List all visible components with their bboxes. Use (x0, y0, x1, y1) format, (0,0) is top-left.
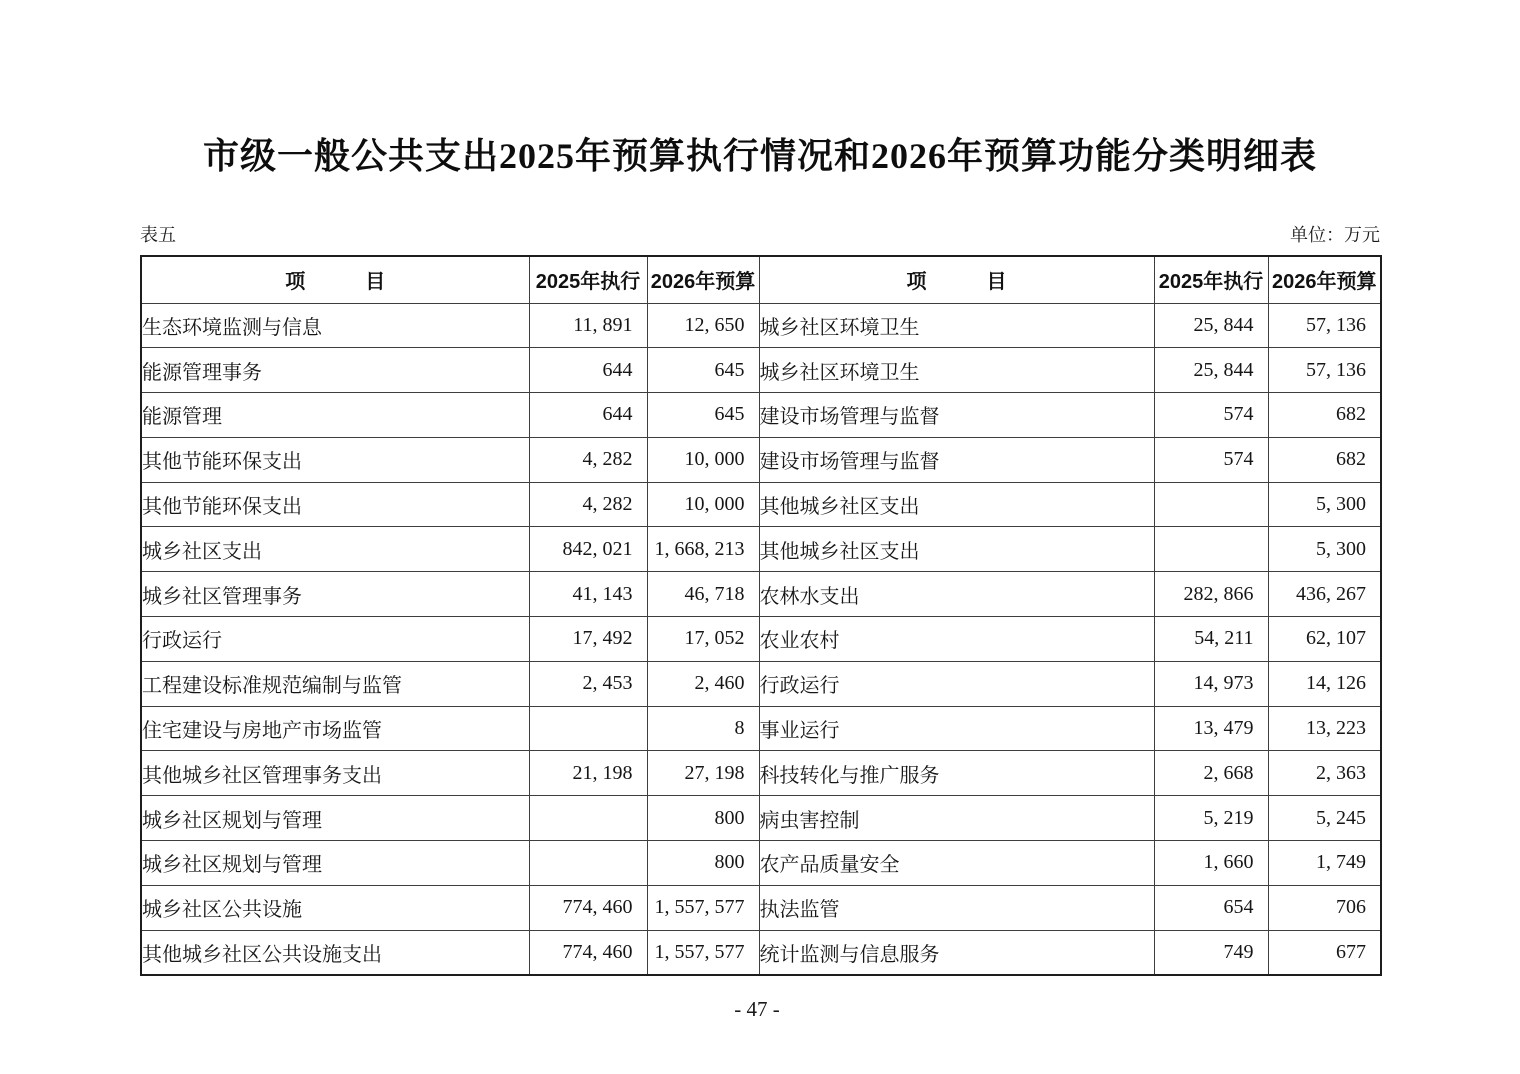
header-row (141, 256, 1381, 303)
table-body (141, 303, 1381, 975)
item-cell-left: 其他节能环保支出 (141, 437, 529, 482)
item-cell-right: 统计监测与信息服务 (759, 930, 1154, 975)
budget-2026-cell-left: 8 (647, 706, 759, 751)
page-number: - 47 - (734, 997, 780, 1021)
budget-2026-cell-left: 1, 557, 577 (647, 885, 759, 930)
exec-2025-cell-left: 21, 198 (529, 751, 647, 796)
item-cell-right: 城乡社区环境卫生 (759, 348, 1154, 393)
col-header-item-right: 项 目 (759, 256, 1154, 303)
col-header-budget-2026-right: 2026年预算 (1268, 256, 1381, 303)
table-meta-row (140, 221, 1380, 247)
item-cell-right: 城乡社区环境卫生 (759, 303, 1154, 348)
table-row (141, 348, 1381, 393)
budget-table (140, 255, 1382, 976)
budget-2026-cell-right: 5, 245 (1268, 796, 1381, 841)
col-header-exec-2025-right: 2025年执行 (1154, 256, 1268, 303)
item-cell-right: 建设市场管理与监督 (759, 437, 1154, 482)
item-cell-right: 农业农村 (759, 617, 1154, 662)
exec-2025-cell-right: 654 (1154, 885, 1268, 930)
budget-2026-cell-left: 1, 668, 213 (647, 527, 759, 572)
table-row (141, 706, 1381, 751)
table-row (141, 930, 1381, 975)
exec-2025-cell-right (1154, 482, 1268, 527)
table-row (141, 303, 1381, 348)
budget-2026-cell-left: 645 (647, 348, 759, 393)
page-title: 市级一般公共支出2025年预算执行情况和2026年预算功能分类明细表 (202, 136, 1317, 176)
exec-2025-cell-left: 644 (529, 393, 647, 438)
budget-2026-cell-right: 62, 107 (1268, 617, 1381, 662)
col-header-exec-2025-left: 2025年执行 (529, 256, 647, 303)
budget-2026-cell-right: 706 (1268, 885, 1381, 930)
col-header-item-left: 项 目 (141, 256, 529, 303)
exec-2025-cell-left (529, 796, 647, 841)
unit-label: 单位：万元 (1290, 225, 1380, 245)
item-cell-left: 城乡社区规划与管理 (141, 841, 529, 886)
item-cell-right: 病虫害控制 (759, 796, 1154, 841)
budget-2026-cell-right: 57, 136 (1268, 303, 1381, 348)
item-cell-right: 其他城乡社区支出 (759, 527, 1154, 572)
table-row (141, 841, 1381, 886)
table-row (141, 482, 1381, 527)
item-cell-right: 事业运行 (759, 706, 1154, 751)
exec-2025-cell-right: 13, 479 (1154, 706, 1268, 751)
item-cell-right: 其他城乡社区支出 (759, 482, 1154, 527)
budget-2026-cell-left: 10, 000 (647, 482, 759, 527)
exec-2025-cell-right: 14, 973 (1154, 661, 1268, 706)
exec-2025-cell-left: 644 (529, 348, 647, 393)
item-cell-left: 生态环境监测与信息 (141, 303, 529, 348)
exec-2025-cell-right: 282, 866 (1154, 572, 1268, 617)
exec-2025-cell-left: 17, 492 (529, 617, 647, 662)
table-row (141, 527, 1381, 572)
item-cell-right: 执法监管 (759, 885, 1154, 930)
col-header-budget-2026-left: 2026年预算 (647, 256, 759, 303)
item-cell-left: 其他城乡社区管理事务支出 (141, 751, 529, 796)
item-cell-left: 城乡社区公共设施 (141, 885, 529, 930)
item-cell-left: 其他城乡社区公共设施支出 (141, 930, 529, 975)
budget-2026-cell-right: 5, 300 (1268, 482, 1381, 527)
budget-2026-cell-right: 14, 126 (1268, 661, 1381, 706)
item-cell-left: 城乡社区支出 (141, 527, 529, 572)
exec-2025-cell-left (529, 706, 647, 751)
exec-2025-cell-right: 2, 668 (1154, 751, 1268, 796)
exec-2025-cell-right: 25, 844 (1154, 348, 1268, 393)
budget-2026-cell-left: 645 (647, 393, 759, 438)
exec-2025-cell-left: 11, 891 (529, 303, 647, 348)
exec-2025-cell-left: 842, 021 (529, 527, 647, 572)
item-cell-right: 农产品质量安全 (759, 841, 1154, 886)
budget-2026-cell-right: 57, 136 (1268, 348, 1381, 393)
item-cell-left: 能源管理 (141, 393, 529, 438)
item-cell-right: 行政运行 (759, 661, 1154, 706)
budget-2026-cell-left: 1, 557, 577 (647, 930, 759, 975)
item-cell-left: 城乡社区规划与管理 (141, 796, 529, 841)
table-row (141, 572, 1381, 617)
budget-2026-cell-right: 1, 749 (1268, 841, 1381, 886)
table-row (141, 617, 1381, 662)
table-row (141, 437, 1381, 482)
exec-2025-cell-left (529, 841, 647, 886)
exec-2025-cell-right: 25, 844 (1154, 303, 1268, 348)
exec-2025-cell-right (1154, 527, 1268, 572)
item-cell-left: 工程建设标准规范编制与监管 (141, 661, 529, 706)
budget-2026-cell-left: 12, 650 (647, 303, 759, 348)
budget-2026-cell-right: 677 (1268, 930, 1381, 975)
budget-2026-cell-right: 2, 363 (1268, 751, 1381, 796)
budget-2026-cell-left: 800 (647, 796, 759, 841)
exec-2025-cell-left: 774, 460 (529, 885, 647, 930)
budget-2026-cell-left: 27, 198 (647, 751, 759, 796)
table-row (141, 393, 1381, 438)
budget-2026-cell-right: 682 (1268, 393, 1381, 438)
exec-2025-cell-right: 574 (1154, 437, 1268, 482)
table-row (141, 661, 1381, 706)
exec-2025-cell-right: 54, 211 (1154, 617, 1268, 662)
exec-2025-cell-left: 774, 460 (529, 930, 647, 975)
exec-2025-cell-right: 574 (1154, 393, 1268, 438)
exec-2025-cell-left: 2, 453 (529, 661, 647, 706)
item-cell-left: 行政运行 (141, 617, 529, 662)
exec-2025-cell-right: 1, 660 (1154, 841, 1268, 886)
item-cell-right: 农林水支出 (759, 572, 1154, 617)
budget-2026-cell-left: 2, 460 (647, 661, 759, 706)
exec-2025-cell-left: 41, 143 (529, 572, 647, 617)
budget-2026-cell-left: 17, 052 (647, 617, 759, 662)
budget-2026-cell-left: 800 (647, 841, 759, 886)
item-cell-left: 城乡社区管理事务 (141, 572, 529, 617)
table-row (141, 796, 1381, 841)
item-cell-left: 住宅建设与房地产市场监管 (141, 706, 529, 751)
item-cell-right: 科技转化与推广服务 (759, 751, 1154, 796)
table-header (141, 256, 1381, 303)
exec-2025-cell-right: 749 (1154, 930, 1268, 975)
item-cell-right: 建设市场管理与监督 (759, 393, 1154, 438)
budget-2026-cell-right: 13, 223 (1268, 706, 1381, 751)
item-cell-left: 能源管理事务 (141, 348, 529, 393)
table-row (141, 751, 1381, 796)
budget-2026-cell-right: 682 (1268, 437, 1381, 482)
budget-2026-cell-right: 5, 300 (1268, 527, 1381, 572)
budget-2026-cell-left: 46, 718 (647, 572, 759, 617)
exec-2025-cell-left: 4, 282 (529, 437, 647, 482)
budget-2026-cell-right: 436, 267 (1268, 572, 1381, 617)
exec-2025-cell-left: 4, 282 (529, 482, 647, 527)
table-row (141, 885, 1381, 930)
budget-2026-cell-left: 10, 000 (647, 437, 759, 482)
exec-2025-cell-right: 5, 219 (1154, 796, 1268, 841)
item-cell-left: 其他节能环保支出 (141, 482, 529, 527)
table-label: 表五 (140, 225, 176, 245)
